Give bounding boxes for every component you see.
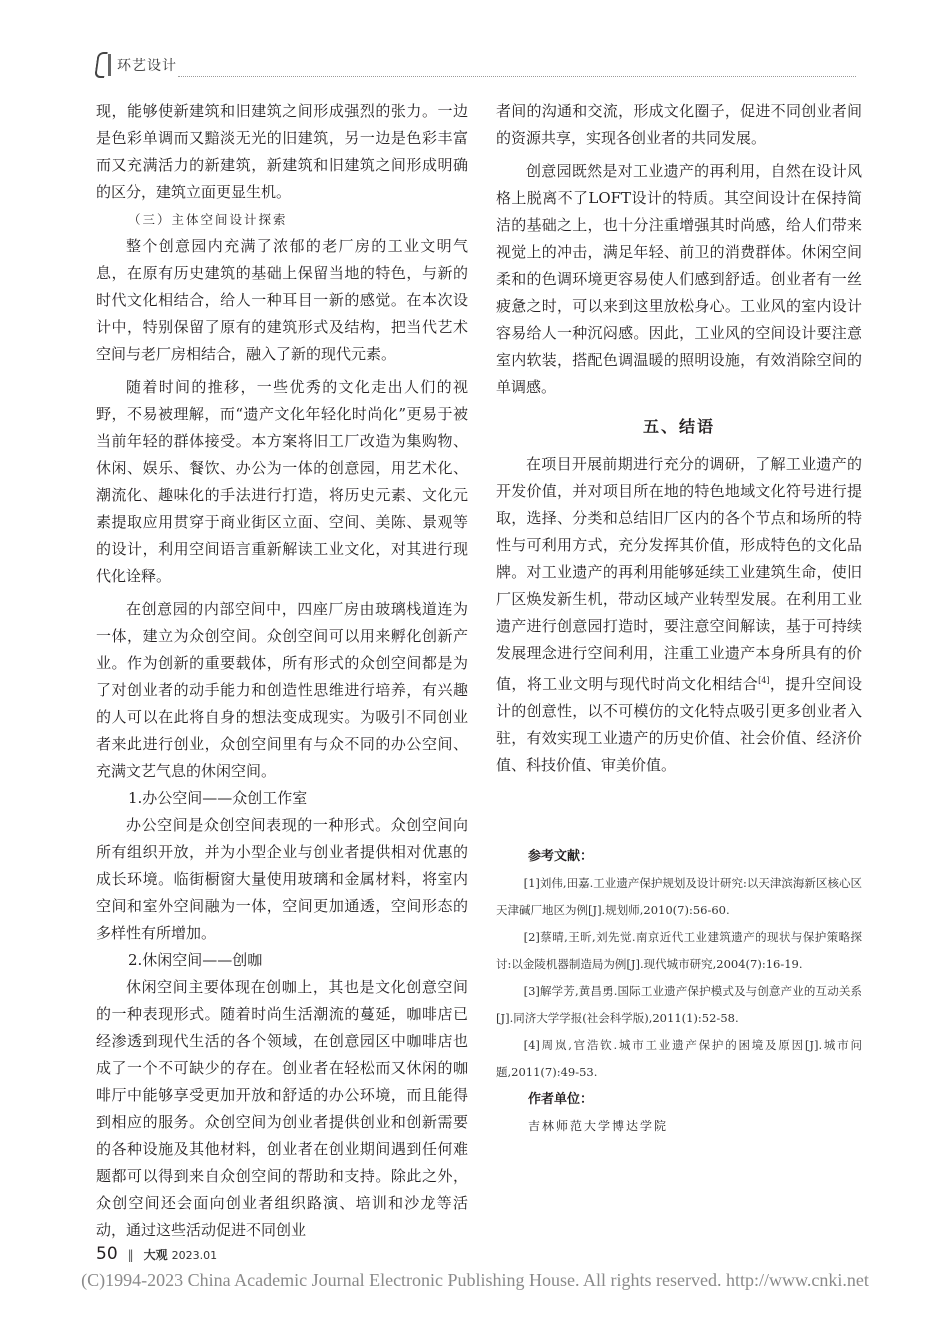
section-header-tab xyxy=(96,52,178,78)
right-column xyxy=(496,98,862,1140)
subheading-office-space: 1.办公空间——众创工作室 xyxy=(128,789,308,807)
section-label: 环艺设计 xyxy=(117,58,177,74)
bar-decoration xyxy=(108,54,111,76)
author-affiliation-title: 作者单位： xyxy=(528,1092,594,1107)
copyright-watermark: (C)1994-2023 China Academic Journal Electronic Publishing House. All rights reserved. http://www.cnki.net xyxy=(81,1270,869,1290)
reference-item: [4]周岚,官浩钦.城市工业遗产保护的困境及原因[J].城市问题,2011(7):49-53. xyxy=(496,1038,862,1079)
page-footer xyxy=(96,1244,217,1264)
subheading-leisure-space: 2.休闲空间——创咖 xyxy=(128,951,263,969)
reference-item: [3]解学芳,黄昌勇.国际工业遗产保护模式及与创意产业的互动关系[J].同济大学学报(社会科学版),2011(1):52-58. xyxy=(496,984,862,1025)
references-title: 参考文献： xyxy=(528,849,594,864)
references-section xyxy=(496,843,862,1086)
reference-item: [1]刘伟,田嘉.工业遗产保护规划及设计研究:以天津滨海新区核心区天津碱厂地区为例[J].规划师,2010(7):56-60. xyxy=(496,876,862,917)
conclusion-text-a: 在项目开展前期进行充分的调研，了解工业遗产的开发价值，并对项目所在地的特色地域文化符号进行提取，选择、分类和总结旧厂区内的各个节点和场所的特性与可利用方式，充分发挥其价值，形成特色的文化品牌。对工业遗产的再利用能够延续工业建筑生命，使旧厂区焕发新生机，带动区域产业转型发展。在利用工业遗产进行创意园打造时，要注意空间解读，基于可持续发展理念进行空间利用，注重工业遗产本身所具有的价值，将工业文明与现代时尚文化相结合 xyxy=(496,455,862,693)
author-affiliation: 吉林师范大学博达学院 xyxy=(528,1119,669,1133)
journal-name: 大观 xyxy=(143,1248,168,1262)
reference-item: [2]蔡晴,王昕,刘先觉.南京近代工业建筑遗产的现状与保护策略探讨:以金陵机器制造局为例[J].现代城市研究,2004(7):16-19. xyxy=(496,930,862,971)
journal-issue: 2023.01 xyxy=(171,1249,218,1262)
subsection-heading-3: （三）主体空间设计探索 xyxy=(128,212,288,227)
conclusion-text-b: ，提升空间设计的创意性，以不可模仿的文化特点吸引更多创业者入驻，有效实现工业遗产的历史价值、社会价值、经济价值、科技价值、审美价值。 xyxy=(496,675,862,774)
paragraph: 随着时间的推移，一些优秀的文化走出人们的视野，不易被理解，而“遗产文化年轻化时尚化”更易于被当前年轻的群体接受。本方案将旧工厂改造为集购物、休闲、娱乐、餐饮、办公为一体的创意园，用艺术化、潮流化、趣味化的手法进行打造，将历史元素、文化元素提取应用贯穿于商业街区立面、空间、美陈、景观等的设计，利用空间语言重新解读工业文化，对其进行现代化诠释。 xyxy=(96,378,468,585)
paragraph-conclusion xyxy=(496,451,862,779)
citation-superscript: [4] xyxy=(758,676,770,685)
page-number: 50 xyxy=(96,1244,118,1264)
paragraph: 创意园既然是对工业遗产的再利用，自然在设计风格上脱离不了LOFT设计的特质。其空间设计在保持简洁的基础之上，也十分注重增强其时尚感，给人们带来视觉上的冲击，满足年轻、前卫的消费群体。休闲空间柔和的色调环境更容易使人们感到舒适。创业者有一丝疲惫之时，可以来到这里放松身心。工业风的室内设计容易给人一种沉闷感。因此，工业风的空间设计要注意室内软装，搭配色调温暖的照明设施，有效消除空间的单调感。 xyxy=(496,162,862,396)
paragraph-intro: 现，能够使新建筑和旧建筑之间形成强烈的张力。一边是色彩单调而又黯淡无光的旧建筑，另一边是色彩丰富而又充满活力的新建筑，新建筑和旧建筑之间形成明确的区分，建筑立面更显生机。 xyxy=(96,102,468,201)
footer-separator: ‖ xyxy=(127,1248,134,1262)
paragraph: 办公空间是众创空间表现的一种形式。众创空间向所有组织开放，并为小型企业与创业者提供相对优惠的成长环境。临街橱窗大量使用玻璃和金属材料，将室内空间和室外空间融为一体，空间更加通透，空间形态的多样性有所增加。 xyxy=(96,816,468,942)
paragraph: 整个创意园内充满了浓郁的老厂房的工业文明气息，在原有历史建筑的基础上保留当地的特色，与新的时代文化相结合，给人一种耳目一新的感觉。在本次设计中，特别保留了原有的建筑形式及结构，把当代艺术空间与老厂房相结合，融入了新的现代元素。 xyxy=(96,237,468,363)
left-column xyxy=(96,98,468,1244)
paragraph: 在创意园的内部空间中，四座厂房由玻璃栈道连为一体，建立为众创空间。众创空间可以用来孵化创新产业。作为创新的重要载体，所有形式的众创空间都是为了对创业者的动手能力和创造性思维进行培养，有兴趣的人可以在此将自身的想法变成现实。为吸引不同创业者来此进行创业，众创空间里有与众不同的办公空间、充满文艺气息的休闲空间。 xyxy=(96,600,468,780)
header-dotted-rule xyxy=(178,76,856,77)
paragraph: 休闲空间主要体现在创咖上，其也是文化创意空间的一种表现形式。随着时尚生活潮流的蔓延，咖啡店已经渗透到现代生活的各个领域，在创意园区中咖啡店也成了一个不可缺少的存在。创业者在轻松而又休闲的咖啡厅中能够享受更加开放和舒适的办公环境，而且能得到相应的服务。众创空间为创业者提供创业和创新需要的各种设施及其他材料，创业者在创业期间遇到任何难题都可以得到来自众创空间的帮助和支持。除此之外，众创空间还会面向创业者组织路演、培训和沙龙等活动，通过这些活动促进不同创业 xyxy=(96,978,468,1239)
paragraph-continued: 者间的沟通和交流，形成文化圈子，促进不同创业者间的资源共享，实现各创业者的共同发展。 xyxy=(496,102,862,147)
section-title-conclusion: 五、结语 xyxy=(642,417,715,436)
bracket-decoration xyxy=(94,52,108,78)
